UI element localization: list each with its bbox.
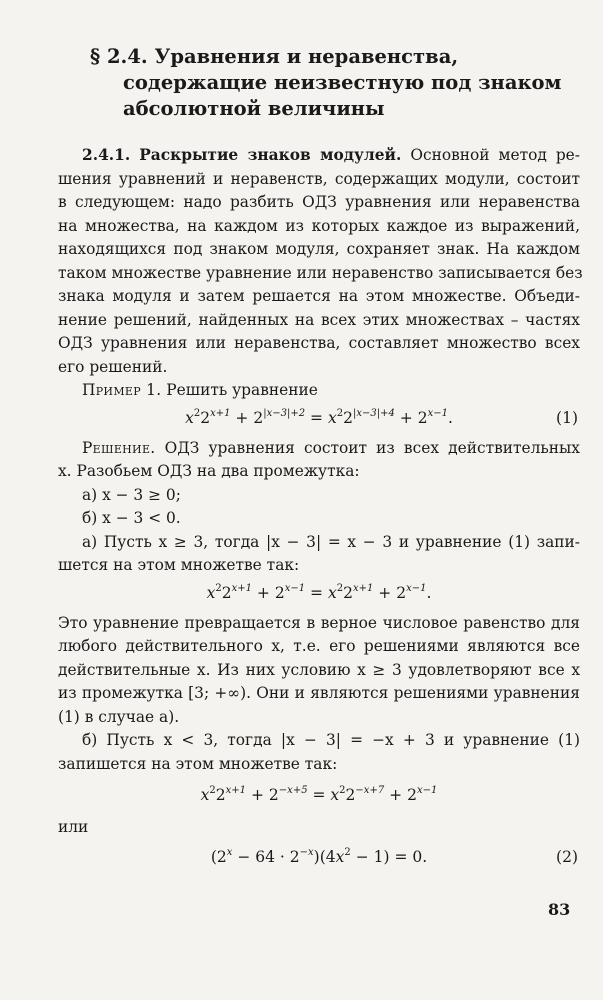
solution-line: ОДЗ уравнения состоит из всех действительных — [164, 438, 580, 457]
eq1-lhs-text — [0, 0, 1, 1]
after-a-line: Это уравнение превращается в верное числовое равенство для — [58, 613, 580, 632]
case-b: б) x − 3 < 0. — [82, 509, 181, 527]
section-title-line1: Уравнения и неравенства, — [154, 45, 459, 68]
case-b-line: б) Пусть x < 3, тогда |x − 3| = −x + 3 и уравнение (1) — [82, 731, 580, 749]
section-number: § 2.4. — [90, 45, 148, 68]
equation-a — [58, 578, 580, 612]
subsection-text-line: шения уравнений и неравенств, содержащих модули, состоит — [58, 169, 580, 188]
page-number: 83 — [548, 900, 571, 919]
after-a-line: из промежутка [3; +∞). Они и являются решениями уравнения — [58, 684, 580, 702]
subsection-number: 2.4.1. — [82, 146, 131, 164]
section-title-line3: абсолютной величины — [123, 97, 385, 120]
section-title-line2: содержащие неизвестную под знаком — [123, 71, 562, 94]
subsection-text-line: таком множестве уравнение или неравенство записывается без — [58, 263, 583, 282]
section-heading — [90, 44, 580, 122]
equation-text-refs — [0, 0, 1, 1]
or-word: или — [58, 818, 89, 836]
subsection-text-line: находящихся под знаком модуля, сохраняет знак. На каждом — [58, 240, 580, 258]
equation-2-number: (2) — [556, 847, 578, 866]
example-text: Решить уравнение — [166, 381, 318, 399]
equation-a-expression: $x^22^{x+1} + 2^{x-1} = x^22^{x+1} + 2^{x-1}$. — [206, 582, 432, 602]
subsection-text-line: в следующем: надо разбить ОДЗ уравнения или неравенства — [58, 193, 580, 211]
after-a-line: любого действительного x, т.е. его решениями являются все — [58, 637, 580, 655]
equation-b-expression: $x^22^{x+1} + 2^{-x+5} = x^22^{-x+7} + 2^{x-1}$ — [200, 785, 438, 804]
page-content — [58, 44, 583, 880]
or-paragraph — [58, 816, 580, 840]
solution-label: Решение. — [82, 438, 156, 457]
solution-line: x. Разобьем ОДЗ на два промежутка: — [58, 462, 360, 480]
subsection-text-line: на множества, на каждом из которых каждое из выражений, — [58, 216, 580, 235]
subsection-title: Раскрытие знаков модулей. — [139, 146, 402, 164]
equation-2 — [58, 840, 580, 880]
subsection-text-line: Основной метод ре- — [410, 146, 580, 164]
equation-b — [58, 776, 580, 816]
after-a-line: (1) в случае а). — [58, 707, 180, 726]
case-a-line: шется на этом множетве так: — [58, 556, 300, 574]
case-a: а) x − 3 ≥ 0; — [82, 485, 181, 504]
after-a-line: действительные x. Из них условию x ≥ 3 удовлетворяют все x — [58, 660, 580, 679]
subsection-text-line: ОДЗ уравнения или неравенства, составляет множество всех — [58, 334, 580, 352]
subsection-text-line: его решений. — [58, 357, 168, 376]
example-label: Пример 1. — [82, 381, 162, 399]
equation-1 — [58, 403, 580, 437]
equation-2-expression: $(2^x - 64 \cdot 2^{-x})(4x^2 - 1) = 0$. — [210, 846, 428, 866]
solution-paragraph — [58, 437, 580, 578]
subsection-paragraph — [58, 144, 583, 379]
after-a-paragraph — [58, 612, 580, 777]
subsection-text-line: знака модуля и затем решается на этом множестве. Объеди- — [58, 287, 580, 305]
subsection-text-line: нение решений, найденных на всех этих множествах – частях — [58, 310, 580, 329]
case-b-line: запишется на этом множетве так: — [58, 754, 338, 773]
equation-1-expression: $x^22^{x+1} + 2^{|x-3|+2} = x^22^{|x-3|+4} + 2^{x-1}$. — [185, 407, 453, 427]
example-paragraph — [58, 379, 580, 403]
equation-1-number: (1) — [556, 408, 578, 427]
case-a-line: а) Пусть x ≥ 3, тогда |x − 3| = x − 3 и уравнение (1) запи- — [82, 532, 580, 551]
